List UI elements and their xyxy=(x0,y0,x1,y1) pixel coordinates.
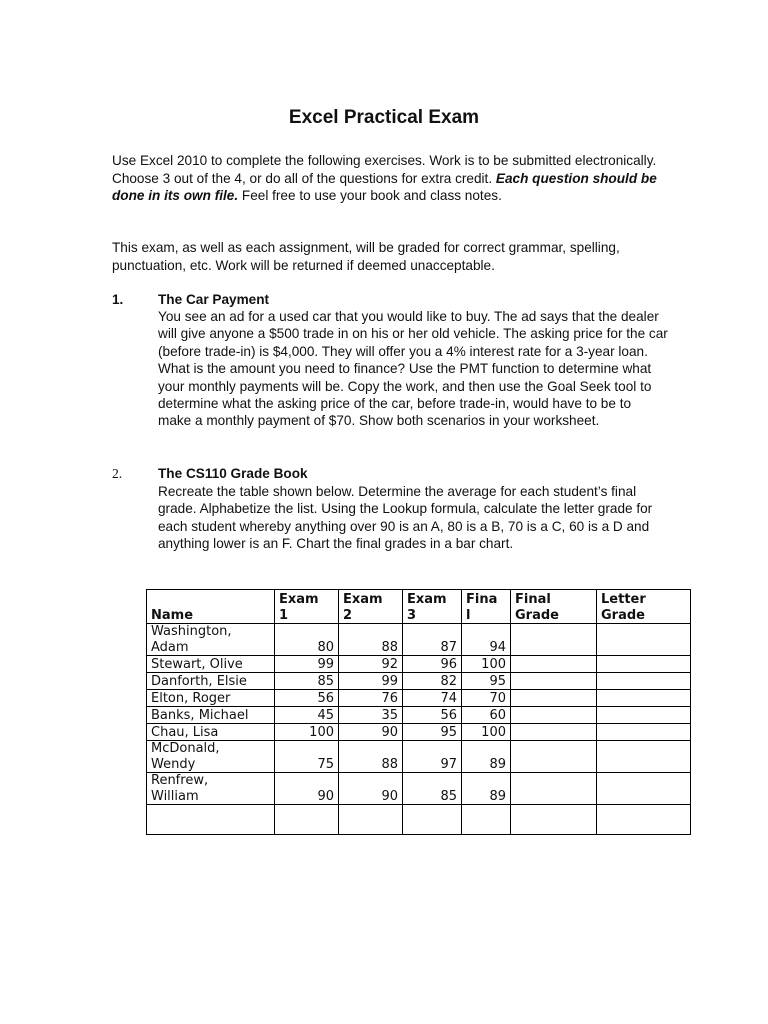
table-row xyxy=(147,656,691,673)
cell-final-grade xyxy=(511,707,597,724)
cell-exam-3: 97 xyxy=(403,741,462,773)
cell-exam-1: 85 xyxy=(275,673,339,690)
cell-final: 94 xyxy=(462,624,511,656)
table-row xyxy=(147,707,691,724)
cell-name: Banks, Michael xyxy=(147,707,275,724)
cell-letter-grade xyxy=(597,724,691,741)
cell-letter-grade xyxy=(597,690,691,707)
table-row-empty xyxy=(147,805,691,835)
cell-final: 89 xyxy=(462,773,511,805)
cell-exam-1: 45 xyxy=(275,707,339,724)
cell-exam-2: 90 xyxy=(339,724,403,741)
empty-cell xyxy=(339,805,403,835)
grading-paragraph: This exam, as well as each assignment, will be graded for correct grammar, spelling, punctuation, etc. Work will be returned if deemed unacceptable. xyxy=(112,240,620,273)
cell-exam-2: 76 xyxy=(339,690,403,707)
cell-exam-1: 90 xyxy=(275,773,339,805)
cell-exam-2: 35 xyxy=(339,707,403,724)
question-2-number: 2. xyxy=(112,466,123,481)
cell-name: Renfrew, William xyxy=(147,773,275,805)
intro-paragraph xyxy=(112,152,672,205)
question-1-number: 1. xyxy=(112,292,124,307)
cell-letter-grade xyxy=(597,624,691,656)
cell-name: Danforth, Elsie xyxy=(147,673,275,690)
cell-final-grade xyxy=(511,741,597,773)
page-title: Excel Practical Exam xyxy=(288,107,480,128)
cell-exam-1: 56 xyxy=(275,690,339,707)
cell-exam-1: 99 xyxy=(275,656,339,673)
table-row xyxy=(147,773,691,805)
cell-name: Chau, Lisa xyxy=(147,724,275,741)
cell-exam-1: 80 xyxy=(275,624,339,656)
empty-cell xyxy=(275,805,339,835)
cell-exam-2: 90 xyxy=(339,773,403,805)
table-row xyxy=(147,673,691,690)
cell-name: McDonald, Wendy xyxy=(147,741,275,773)
question-1-heading: The Car Payment xyxy=(158,292,270,307)
header-exam-3: Exam 3 xyxy=(403,590,462,624)
table-header-row xyxy=(147,590,691,624)
cell-name: Washington, Adam xyxy=(147,624,275,656)
empty-cell xyxy=(147,805,275,835)
cell-final: 70 xyxy=(462,690,511,707)
table-row xyxy=(147,741,691,773)
header-exam-2: Exam 2 xyxy=(339,590,403,624)
cell-exam-1: 75 xyxy=(275,741,339,773)
cell-name: Elton, Roger xyxy=(147,690,275,707)
cell-final: 89 xyxy=(462,741,511,773)
intro-text: Use Excel 2010 to complete the following exercises. Work is to be submitted electronically. Choose 3 out of the 4, or do all of the questions for extra credit. xyxy=(112,153,657,186)
cell-final: 60 xyxy=(462,707,511,724)
cell-letter-grade xyxy=(597,673,691,690)
cell-letter-grade xyxy=(597,656,691,673)
cell-exam-1: 100 xyxy=(275,724,339,741)
grade-book-table xyxy=(146,589,691,835)
table-row xyxy=(147,624,691,656)
cell-final-grade xyxy=(511,724,597,741)
table-row xyxy=(147,690,691,707)
cell-final-grade xyxy=(511,656,597,673)
cell-exam-2: 99 xyxy=(339,673,403,690)
cell-exam-2: 88 xyxy=(339,624,403,656)
cell-exam-3: 95 xyxy=(403,724,462,741)
cell-letter-grade xyxy=(597,707,691,724)
question-1-body: You see an ad for a used car that you would like to buy. The ad says that the dealer will give anyone a $500 trade in on his or her old vehicle. The asking price for the car (before trade-in) is $4,000. They will offer you a 4% interest rate for a 3-year loan. What is the amount you need to finance? Use the PMT function to determine what your monthly payments will be. Copy the work, and then use the Goal Seek tool to determine what the asking price of the car, before trade-in, would have to be to make a monthly payment of $70. Show both scenarios in your worksheet. xyxy=(158,309,668,429)
cell-exam-2: 88 xyxy=(339,741,403,773)
cell-name: Stewart, Olive xyxy=(147,656,275,673)
cell-final: 100 xyxy=(462,656,511,673)
header-letter-grade: Letter Grade xyxy=(597,590,691,624)
cell-exam-3: 85 xyxy=(403,773,462,805)
intro-tail: Feel free to use your book and class notes. xyxy=(238,188,502,204)
empty-cell xyxy=(511,805,597,835)
header-final: Fina l xyxy=(462,590,511,624)
cell-final: 95 xyxy=(462,673,511,690)
cell-final-grade xyxy=(511,673,597,690)
cell-final-grade xyxy=(511,624,597,656)
cell-letter-grade xyxy=(597,741,691,773)
header-name: Name xyxy=(147,590,275,624)
empty-cell xyxy=(597,805,691,835)
cell-exam-2: 92 xyxy=(339,656,403,673)
cell-exam-3: 56 xyxy=(403,707,462,724)
cell-final-grade xyxy=(511,773,597,805)
cell-final: 100 xyxy=(462,724,511,741)
table-row xyxy=(147,724,691,741)
cell-exam-3: 74 xyxy=(403,690,462,707)
cell-letter-grade xyxy=(597,773,691,805)
intro-emphasis: Each question should be done in its own file. xyxy=(112,170,657,204)
empty-cell xyxy=(403,805,462,835)
header-final-grade: Final Grade xyxy=(511,590,597,624)
cell-exam-3: 82 xyxy=(403,673,462,690)
empty-cell xyxy=(462,805,511,835)
cell-final-grade xyxy=(511,690,597,707)
question-2-body: Recreate the table shown below. Determine the average for each student’s final grade. Alphabetize the list. Using the Lookup formula, calculate the letter grade for each student whereby anything over 90 is an A, 80 is a B, 70 is a C, 60 is a D and anything lower is an F. Chart the final grades in a bar chart. xyxy=(158,484,653,552)
header-exam-1: Exam 1 xyxy=(275,590,339,624)
question-2-heading: The CS110 Grade Book xyxy=(158,466,308,481)
cell-exam-3: 87 xyxy=(403,624,462,656)
cell-exam-3: 96 xyxy=(403,656,462,673)
